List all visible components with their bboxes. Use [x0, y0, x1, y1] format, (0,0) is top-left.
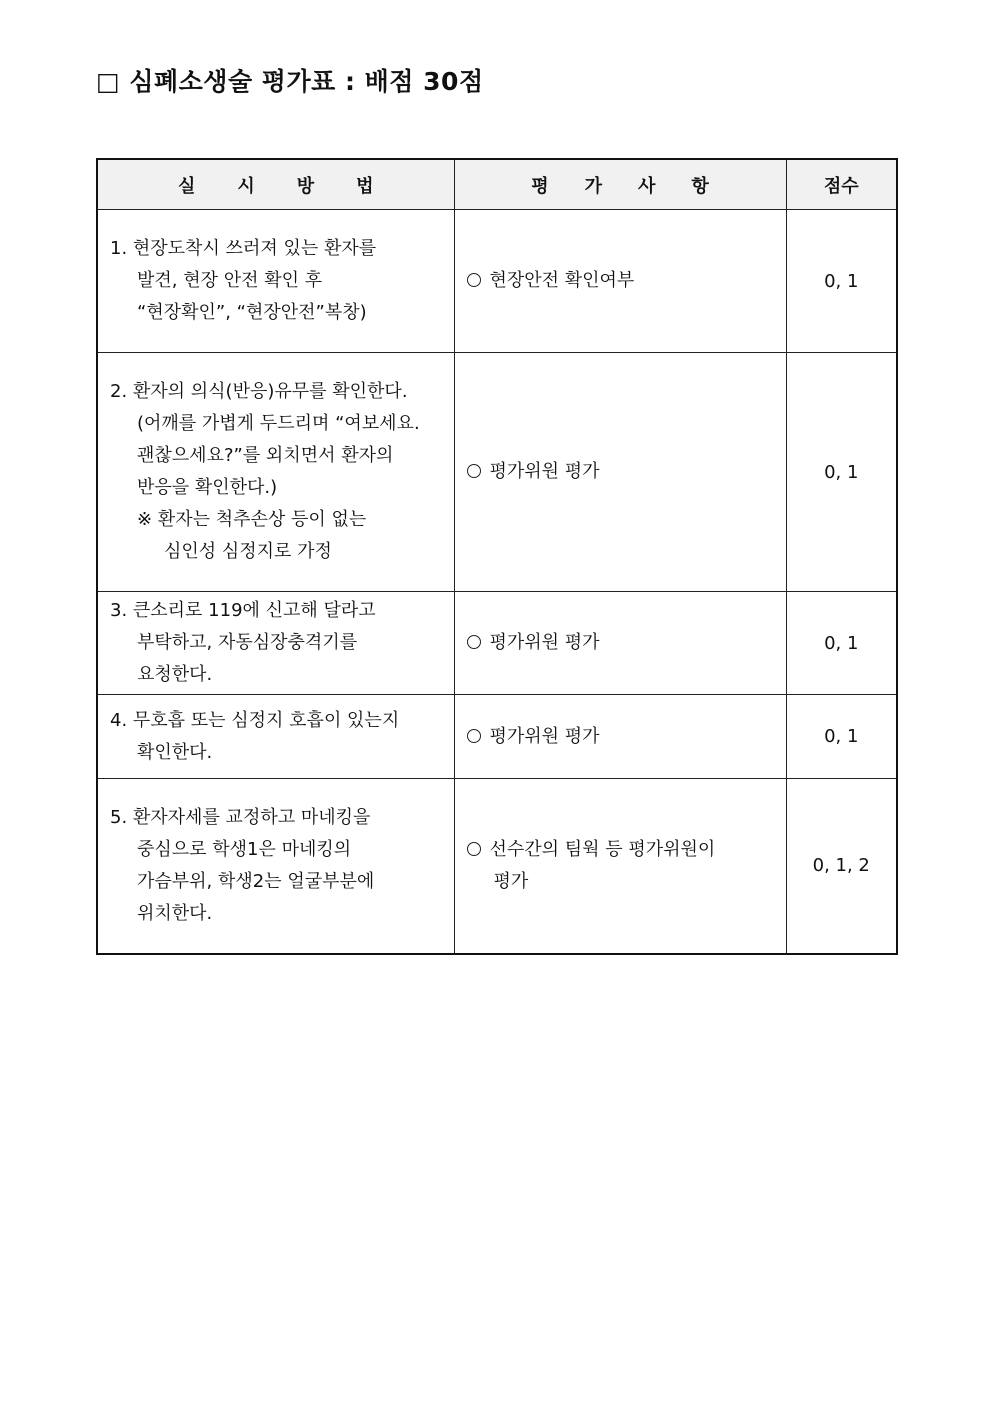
method-cell: 4. 무호흡 또는 심정지 호흡이 있는지 확인한다. [97, 695, 454, 779]
table-row [97, 695, 897, 779]
evaluation-cell: 선수간의 팀웍 등 평가위원이 평가 [454, 779, 786, 954]
evaluation-cell: 평가위원 평가 [454, 695, 786, 779]
evaluation-cell: 현장안전 확인여부 [454, 210, 786, 353]
table-header-row [97, 159, 897, 210]
evaluation-cell: 평가위원 평가 [454, 592, 786, 695]
circle-bullet-icon [467, 635, 481, 649]
header-method: 실 시 방 법 [97, 159, 454, 210]
score-cell: 0, 1, 2 [786, 779, 897, 954]
score-cell: 0, 1 [786, 353, 897, 592]
circle-bullet-icon [467, 464, 481, 478]
evaluation-table [96, 158, 898, 955]
method-cell: 3. 큰소리로 119에 신고해 달라고 부탁하고, 자동심장충격기를 요청한다. [97, 592, 454, 695]
page-title [96, 62, 484, 98]
method-cell: 5. 환자자세를 교정하고 마네킹을 중심으로 학생1은 마네킹의 가슴부위, 학생2는 얼굴부분에 위치한다. [97, 779, 454, 954]
score-cell: 0, 1 [786, 592, 897, 695]
circle-bullet-icon [467, 273, 481, 287]
table-row [97, 592, 897, 695]
circle-bullet-icon [467, 842, 481, 856]
header-score: 점수 [786, 159, 897, 210]
method-cell: 2. 환자의 의식(반응)유무를 확인한다. (어깨를 가볍게 두드리며 “여보세요. 괜찮으세요?”를 외치면서 환자의 반응을 확인한다.) ※ 환자는 척추손상 등이 없는 심인성 심정지로 가정 [97, 353, 454, 592]
circle-bullet-icon [467, 729, 481, 743]
header-evaluation: 평 가 사 항 [454, 159, 786, 210]
evaluation-cell: 평가위원 평가 [454, 353, 786, 592]
table-row [97, 353, 897, 592]
page-title-text: 심폐소생술 평가표 : 배점 30점 [129, 67, 484, 96]
method-cell: 1. 현장도착시 쓰러져 있는 환자를 발견, 현장 안전 확인 후 “현장확인”, “현장안전”복창) [97, 210, 454, 353]
checkbox-square-icon: □ [96, 67, 121, 96]
score-cell: 0, 1 [786, 695, 897, 779]
score-cell: 0, 1 [786, 210, 897, 353]
table-row [97, 779, 897, 954]
table-row [97, 210, 897, 353]
